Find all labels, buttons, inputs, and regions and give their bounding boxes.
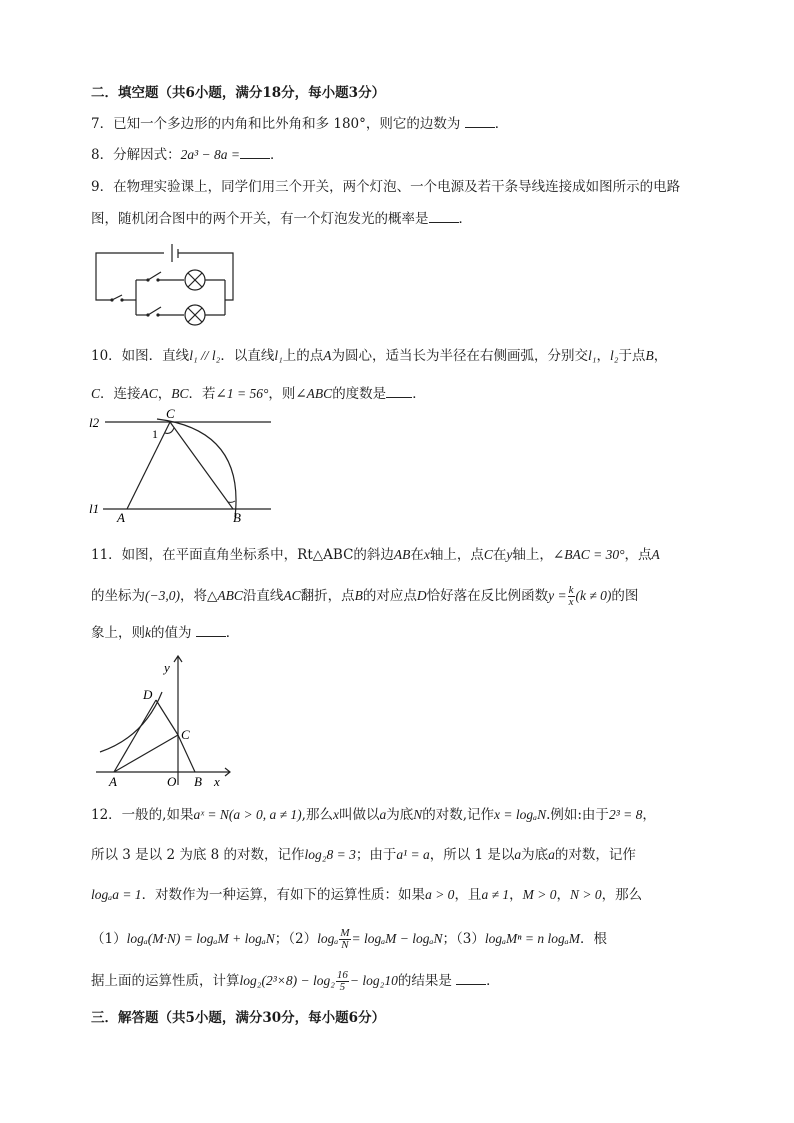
label-l1: l1 (89, 501, 100, 516)
q11-text: ，点 (624, 547, 652, 563)
q12-rule-2-fraction (339, 928, 350, 951)
question-10-line-2 (91, 385, 426, 403)
q10-angle-1: ∠1 = 56° (215, 386, 269, 401)
q12-text: 为底 (521, 847, 549, 863)
q11-text: 的值为 (151, 625, 192, 641)
q11-text: 沿直线 (242, 588, 284, 604)
q10-point-c: C (91, 386, 101, 401)
q7-text: 7．已知一个多边形的内角和比外角和多 180°，则它的边数为 (91, 116, 461, 132)
q11-a: A (651, 547, 660, 562)
q12-text: ，所以 1 是以 (429, 847, 515, 863)
label-o: O (167, 774, 177, 789)
q11-frac-den: x (568, 596, 574, 608)
q10-l1: l₁ (588, 348, 597, 363)
q12-text: 的对数,记作 (422, 807, 495, 823)
answer-blank-q8 (240, 146, 270, 159)
answer-blank-q10 (386, 385, 412, 398)
q9-end: ． (458, 211, 472, 227)
q12-frac-den: N (341, 939, 349, 951)
q11-b: B (354, 588, 363, 603)
q11-text: 的坐标为 (91, 588, 145, 604)
label-c: C (181, 727, 190, 742)
segment-ac (127, 422, 170, 509)
q11-coordinate-figure (92, 652, 242, 792)
label-l2: l2 (89, 415, 100, 430)
q11-coord: (−3,0) (145, 588, 180, 603)
section-2-heading: 二．填空题（共6小题，满分18分，每小题3分） (91, 85, 386, 101)
answer-blank-q9 (429, 210, 459, 223)
q10-text: ，则 (268, 386, 296, 402)
q11-k: k (145, 625, 151, 640)
q12-x: x (332, 807, 339, 822)
q12-frac-num: 16 (336, 969, 348, 981)
q12-a1: a¹ = a (396, 847, 430, 862)
question-7 (91, 115, 508, 133)
question-11-line-2 (91, 585, 638, 608)
q11-text: 轴上， (512, 547, 553, 563)
q10-segment-bc: BC (171, 386, 189, 401)
q10-parallel: l₁ // l₂ (189, 348, 221, 363)
label-1: 1 (152, 427, 158, 441)
answer-blank-q7 (465, 115, 495, 128)
q10-text: ．连接 (100, 386, 141, 402)
q12-calc: − log₂10 (349, 973, 398, 988)
q12-text: 为底 (386, 807, 414, 823)
q12-text: ．根 (579, 931, 607, 947)
q12-frac-num: M (340, 927, 350, 939)
q12-text: 的结果是 (397, 973, 452, 989)
question-11-line-1 (91, 546, 660, 564)
q12-rule-2: logₐ (317, 931, 339, 946)
q12-text: ；（2） (274, 931, 318, 947)
segment-dc (156, 700, 178, 735)
main-switch (112, 295, 122, 300)
q12-text: （1） (91, 931, 127, 947)
question-12-line-3 (91, 886, 642, 904)
question-10-line-1 (91, 347, 667, 365)
q11-text: 翻折，点 (300, 588, 355, 604)
q11-y: y (506, 547, 513, 562)
q12-calc: log₂(2³×8) − log₂ (239, 973, 335, 988)
q10-text: ．若 (188, 386, 216, 402)
q12-rule-2: = logₐM − logₐN (351, 931, 443, 946)
q11-angle: ∠BAC = 30° (552, 547, 625, 562)
q12-text: ，那么 (601, 887, 643, 903)
q12-log-aa: logₐa = 1 (91, 887, 142, 902)
label-b: B (233, 510, 241, 525)
q10-text: ， (596, 348, 610, 364)
label-x: x (214, 774, 220, 789)
question-12-line-5 (91, 970, 500, 993)
q12-frac-den: 5 (339, 981, 346, 993)
q11-text: 的图 (611, 588, 639, 604)
q12-a: a (379, 807, 387, 822)
q11-text: 在 (410, 547, 424, 563)
q11-frac-num: k (568, 584, 574, 596)
q12-n: N (413, 807, 423, 822)
q10-geometry-figure (85, 405, 280, 525)
q12-calc-fraction (336, 970, 349, 993)
q12-text: 据上面的运算性质，计算 (91, 973, 240, 989)
q11-triangle: △ABC (206, 588, 243, 603)
q12-text: ；（3） (442, 931, 485, 947)
question-8 (91, 146, 284, 164)
q12-rule-1: logₐ(M·N) = logₐM + logₐN (126, 931, 275, 946)
section-3-heading: 三．解答题（共5小题，满分30分，每小题6分） (91, 1010, 386, 1026)
q12-text: ，且 (454, 887, 482, 903)
q12-cond: a > 0 (425, 887, 455, 902)
q12-text: 12．一般的,如果 (91, 807, 194, 823)
q11-text: 的对应点 (362, 588, 417, 604)
q10-l2: l₂ (609, 348, 619, 363)
q11-text: ，将 (179, 588, 207, 604)
answer-blank-q11 (196, 624, 226, 637)
answer-blank-q12 (456, 972, 486, 985)
q11-c: C (483, 547, 493, 562)
question-9-line-2 (91, 210, 472, 228)
q10-text: 于点 (618, 348, 646, 364)
label-a: A (117, 510, 125, 525)
q12-text: 所以 3 是以 2 为底 8 的对数，记作 (91, 847, 305, 863)
q12-def: aˣ = N(a > 0, a ≠ 1) (193, 807, 302, 822)
q11-func-y: y = (548, 588, 567, 603)
q10-segment-ac: AC (140, 386, 158, 401)
q10-text: ， (157, 386, 172, 402)
q12-text: ， (509, 887, 523, 903)
q11-ac: AC (283, 588, 301, 603)
q11-fraction (568, 585, 575, 608)
q11-x: x (423, 547, 430, 562)
q12-example: 2³ = 8 (608, 807, 643, 822)
q11-text: 11．如图，在平面直角坐标系中，Rt△ABC的斜边 (91, 547, 394, 563)
question-12-line-2 (91, 846, 636, 864)
label-d: D (143, 687, 153, 702)
q11-end: ． (225, 625, 240, 641)
q12-text: .例如:由于 (546, 807, 609, 823)
q11-d: D (416, 588, 427, 603)
q12-a: a (514, 847, 522, 862)
q10-text: 10．如图．直线 (91, 348, 190, 364)
q12-text: 叫做以 (338, 807, 380, 823)
q12-a: a (548, 847, 555, 862)
q10-text: ．以直线 (220, 348, 275, 364)
label-y: y (164, 660, 170, 675)
q10-point-a: A (323, 348, 332, 363)
q10-point-b: B (645, 348, 654, 363)
q10-angle-abc: ∠ABC (295, 386, 333, 401)
q7-end: ． (494, 116, 509, 132)
label-b: B (194, 774, 202, 789)
q12-cond: M > 0 (522, 887, 557, 902)
question-12-line-4 (91, 928, 607, 951)
q8-expression: 2a³ − 8a = (180, 147, 240, 162)
q12-end: ． (486, 973, 500, 989)
circuit-diagram (92, 240, 237, 330)
q11-text: 象上，则 (91, 625, 145, 641)
q11-text: 在 (492, 547, 507, 563)
q11-text: 恰好落在反比例函数 (426, 588, 549, 604)
q12-rule-3: logₐMⁿ = n logₐM (484, 931, 580, 946)
q12-cond: N > 0 (569, 887, 602, 902)
segment-ad (114, 700, 156, 772)
segment-bc (170, 422, 233, 509)
q10-text: ， (653, 348, 668, 364)
question-11-line-3 (91, 624, 239, 642)
q12-log: x = logₐN (494, 807, 547, 822)
q12-text: ．对数作为一种运算，有如下的运算性质：如果 (141, 887, 426, 903)
q10-end: ． (412, 386, 426, 402)
q12-cond: a ≠ 1 (481, 887, 510, 902)
label-a: A (109, 774, 117, 789)
q11-cond: (k ≠ 0) (575, 588, 612, 603)
q9-text: 图，随机闭合图中的两个开关，有一个灯泡发光的概率是 (91, 211, 429, 227)
q11-ab: AB (393, 547, 411, 562)
q10-l1: l₁ (274, 348, 283, 363)
label-c: C (166, 406, 175, 421)
q12-text: 的对数，记作 (554, 847, 636, 863)
q12-text: ， (642, 807, 656, 823)
q12-text: ；由于 (355, 847, 397, 863)
q10-text: 为圆心，适当长为半径在右侧画弧，分别交 (331, 348, 589, 364)
q12-log2: log₂8 = 3 (304, 847, 356, 862)
question-12-line-1 (91, 806, 656, 824)
angle-b-mark (228, 501, 235, 502)
q8-end: ． (270, 147, 284, 163)
q10-text: 上的点 (282, 348, 324, 364)
q12-text: ， (556, 887, 570, 903)
q12-text: ,那么 (301, 807, 333, 823)
q8-text: 8．分解因式： (91, 147, 181, 163)
question-9-line-1: 9．在物理实验课上，同学们用三个开关，两个灯泡、一个电源及若干条导线连接成如图所示的电路 (91, 179, 681, 195)
q10-text: 的度数是 (332, 386, 387, 402)
q11-text: 轴上，点 (429, 547, 484, 563)
